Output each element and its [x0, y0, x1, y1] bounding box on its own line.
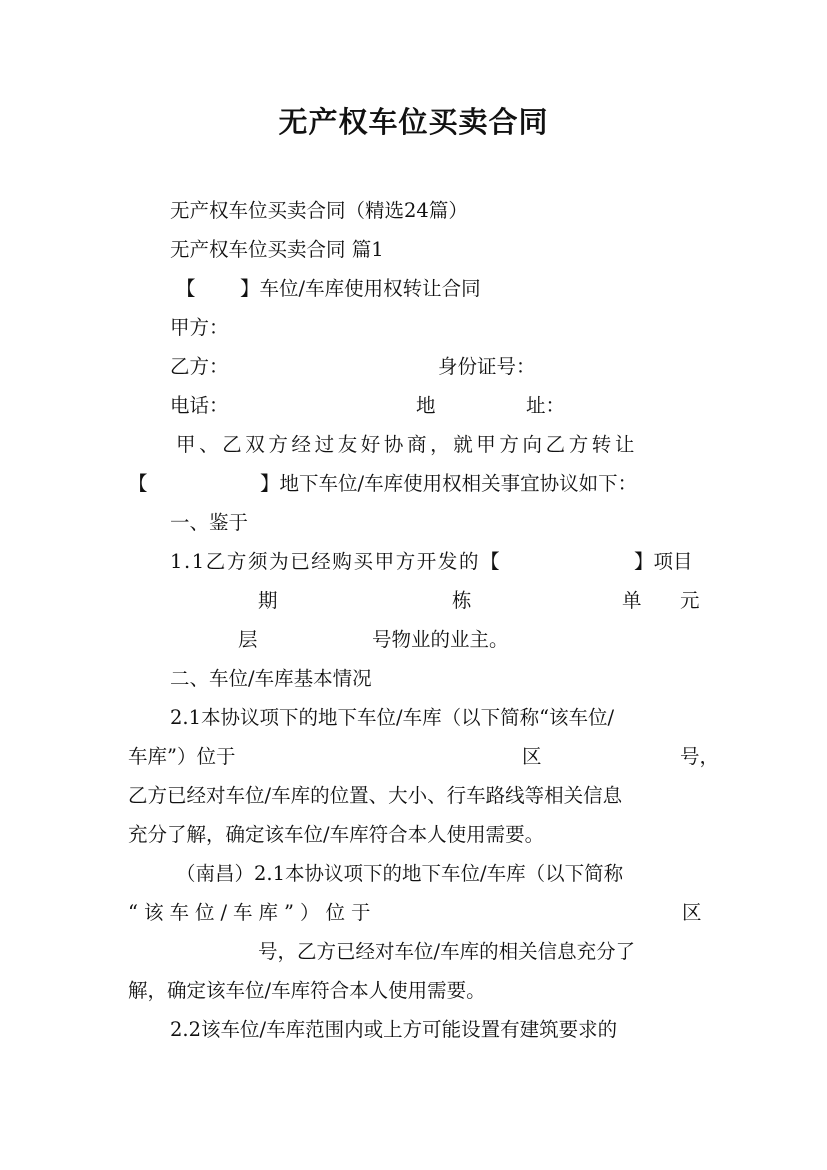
contract-name: 】车位/车库使用权转让合同: [240, 277, 481, 300]
clause-2-1-cont: 乙方已经对车位/车库的位置、大小、行车路线等相关信息: [128, 784, 623, 807]
section-1-heading: 一、鉴于: [170, 511, 249, 534]
section-2-heading: 二、车位/车库基本情况: [170, 667, 372, 690]
building-label: 栋: [452, 589, 472, 612]
bracket-open: 【: [176, 277, 196, 300]
clause-2-1-nanchang-end: 解，确定该车位/车库符合本人使用需要。: [128, 979, 486, 1002]
clause-2-1-end: 充分了解，确定该车位/车库符合本人使用需要。: [128, 823, 545, 846]
paragraph-intro: 甲、乙双方经过友好协商，就甲方向乙方转让: [176, 433, 639, 456]
district-label-2: 区: [682, 901, 702, 924]
clause-2-1: 2.1本协议项下的地下车位/车库（以下简称“该车位/: [170, 706, 615, 729]
district-label: 区: [522, 745, 542, 768]
number-label: 号，: [680, 745, 720, 768]
phone-label: 电话：: [170, 394, 229, 417]
party-a-label: 甲方：: [170, 316, 229, 339]
address-label-part1: 地: [416, 394, 436, 417]
bracket-open-2: 【: [128, 472, 148, 495]
phase-label: 期: [258, 589, 278, 612]
id-number-label: 身份证号：: [438, 355, 536, 378]
clause-2-2: 2.2该车位/车库范围内或上方可能设置有建筑要求的: [170, 1018, 618, 1041]
subtitle-part-1: 无产权车位买卖合同 篇1: [170, 238, 384, 261]
subtitle-collection: 无产权车位买卖合同（精选24篇）: [170, 199, 468, 222]
clause-1-1-end: 】项目: [634, 550, 693, 573]
unit-label-2: 元: [680, 589, 700, 612]
clause-2-1-location: 车库”）位于: [128, 745, 236, 768]
clause-2-1-nanchang-cont: 号，乙方已经对车位/车库的相关信息充分了: [258, 940, 636, 963]
unit-label-1: 单: [622, 589, 642, 612]
clause-1-1: 1.1乙方须为已经购买甲方开发的【: [170, 550, 502, 573]
paragraph-intro-cont: 】地下车位/车库使用权相关事宜协议如下：: [260, 472, 638, 495]
party-b-label: 乙方：: [170, 355, 229, 378]
owner-text: 号物业的业主。: [372, 628, 509, 651]
document-title: 无产权车位买卖合同: [278, 105, 549, 139]
clause-2-1-nanchang: （南昌）2.1本协议项下的地下车位/车库（以下简称: [176, 862, 624, 885]
clause-2-1-nanchang-location: “该车位/车库”）位于: [128, 901, 377, 924]
floor-label: 层: [238, 628, 258, 651]
address-label-part2: 址：: [526, 394, 566, 417]
